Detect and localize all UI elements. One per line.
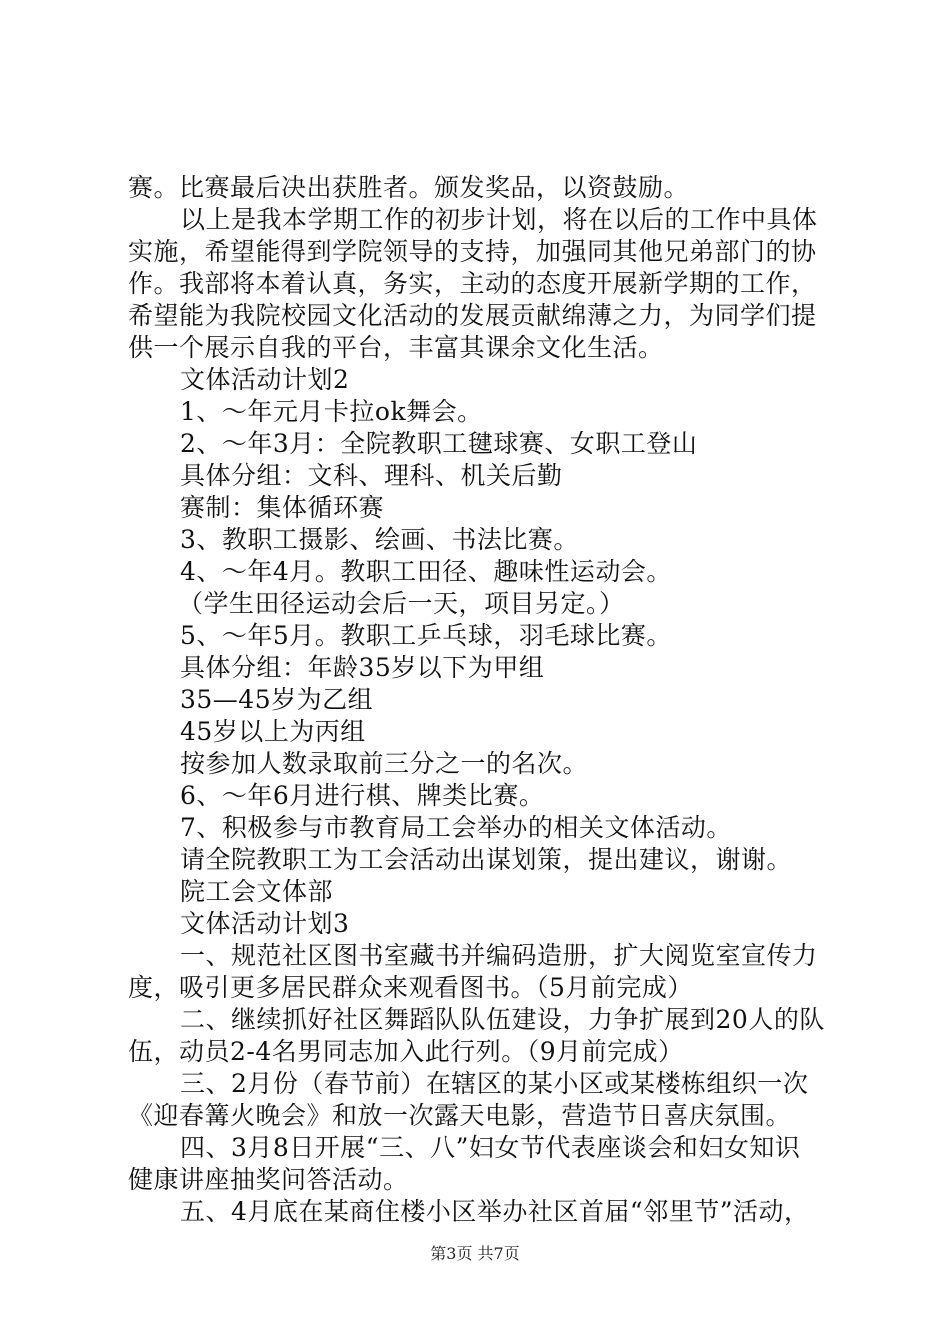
text-line: 35—45岁为乙组	[180, 685, 374, 714]
text-line: 6、～年6月进行棋、牌类比赛。	[180, 781, 545, 810]
text-line: 《迎春篝火晚会》和放一次露天电影，营造节日喜庆氛围。	[128, 1101, 792, 1130]
text-line: 以上是我本学期工作的初步计划，将在以后的工作中具体	[180, 205, 818, 234]
text-line: 一、规范社区图书室藏书并编码造册，扩大阅览室宣传力	[180, 941, 818, 970]
text-line: 3、教职工摄影、绘画、书法比赛。	[180, 525, 579, 554]
text-line: 具体分组：文科、理科、机关后勤	[180, 461, 563, 490]
text-line: 三、2月份（春节前）在辖区的某小区或某楼栋组织一次	[180, 1069, 809, 1098]
text-line: 赛。比赛最后决出获胜者。颁发奖品，以资鼓励。	[128, 173, 690, 202]
text-line: 5、～年5月。教职工乒乓球，羽毛球比赛。	[180, 621, 672, 650]
section-heading: 文体活动计划2	[180, 365, 350, 394]
text-line: 四、3月8日开展“三、八”妇女节代表座谈会和妇女知识	[180, 1133, 801, 1162]
text-line: 实施，希望能得到学院领导的支持，加强同其他兄弟部门的协	[128, 237, 817, 266]
text-line: 赛制：集体循环赛	[180, 493, 385, 522]
text-line: 度，吸引更多居民群众来观看图书。（5月前完成）	[128, 973, 693, 1002]
text-line: 五、4月底在某商住楼小区举办社区首届“邻里节”活动，	[180, 1197, 810, 1226]
text-line: 希望能为我院校园文化活动的发展贡献绵薄之力，为同学们提	[128, 301, 817, 330]
text-line: 45岁以上为丙组	[180, 717, 366, 746]
text-line: 供一个展示自我的平台，丰富其课余文化生活。	[128, 333, 664, 362]
section-heading: 文体活动计划3	[180, 909, 350, 938]
text-line: （学生田径运动会后一天，项目另定。）	[178, 589, 625, 618]
text-line: 4、～年4月。教职工田径、趣味性运动会。	[180, 557, 672, 586]
text-line: 1、～年元月卡拉ok舞会。	[180, 397, 483, 426]
text-line: 具体分组：年龄35岁以下为甲组	[180, 653, 545, 682]
text-line: 健康讲座抽奖问答活动。	[128, 1165, 409, 1194]
text-line: 7、积极参与市教育局工会举办的相关文体活动。	[180, 813, 732, 842]
page-number-footer: 第3页 共7页	[430, 1244, 520, 1263]
text-line: 请全院教职工为工会活动出谋划策，提出建议，谢谢。	[180, 845, 793, 874]
text-line: 2、～年3月：全院教职工毽球赛、女职工登山	[180, 429, 698, 458]
text-line: 按参加人数录取前三分之一的名次。	[180, 749, 589, 778]
text-line: 二、继续抓好社区舞蹈队队伍建设，力争扩展到20人的队	[180, 1005, 825, 1034]
text-line: 伍，动员2-4名男同志加入此行列。（9月前完成）	[128, 1037, 684, 1066]
signature-line: 院工会文体部	[180, 877, 334, 906]
text-line: 作。我部将本着认真，务实，主动的态度开展新学期的工作，	[128, 269, 817, 298]
